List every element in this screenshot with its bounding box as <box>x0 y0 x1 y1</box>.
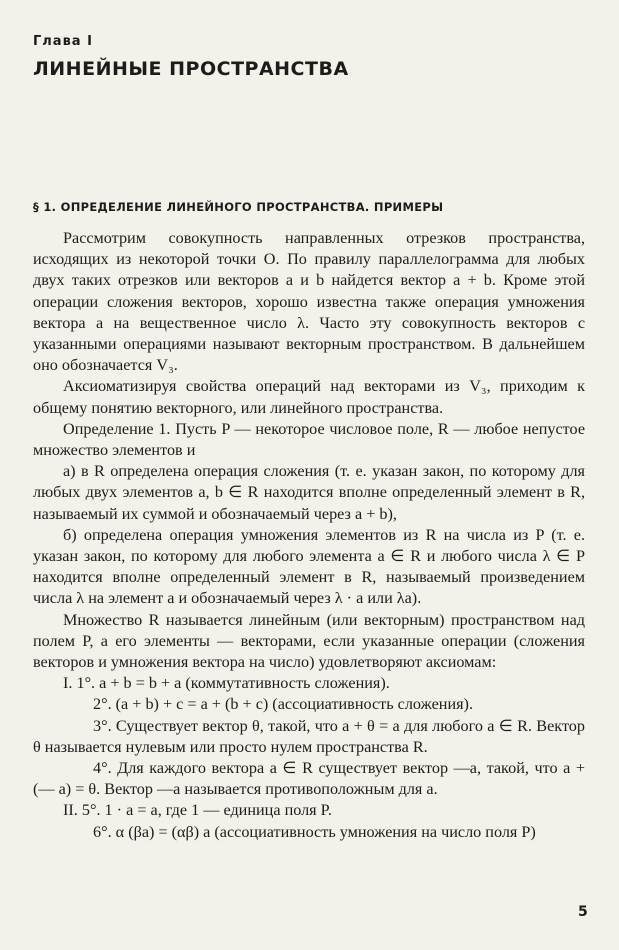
axiom-6: 6°. α (βa) = (αβ) a (ассоциативность умножения на число поля P) <box>93 822 536 841</box>
paragraph-linear-space: Множество R называется линейным (или векторным) пространством над полем P, а его элементы — векторами, если указанные операции (сложения векторов и умножения вектора на число) удовлетворяют аксиомам: <box>33 610 585 672</box>
body-text <box>33 228 585 843</box>
paragraph-axiomatization: Аксиоматизируя свойства операций над векторами из V₃, приходим к общему понятию векторного, или линейного пространства. <box>33 377 585 417</box>
chapter-title: ЛИНЕЙНЫЕ ПРОСТРАНСТВА <box>33 58 349 80</box>
paragraph-intro: Рассмотрим совокупность направленных отрезков пространства, исходящих из некоторой точки O. По правилу параллелограмма для любых двух таких отрезков или векторов a и b найдется вектор a + b. Кроме этой операции сложения векторов, хорошо известна также операция умножения вектора a на вещественное число λ. Часто эту совокупность векторов с указанными операциями называют векторным пространством. В дальнейшем оно обозначается V₃. <box>33 229 585 375</box>
paragraph-addition: а) в R определена операция сложения (т. е. указан закон, по которому для любых двух элементов a, b ∈ R находится вполне определенный элемент в R, называемый их суммой и обозначаемый через a + b), <box>33 462 585 523</box>
axiom-4: 4°. Для каждого вектора a ∈ R существует вектор —a, такой, что a + (— a) = θ. Вектор —a называется противоположным для a. <box>33 759 585 799</box>
axiom-1: I. 1°. a + b = b + a (коммутативность сложения). <box>63 674 390 693</box>
chapter-label: Глава I <box>33 34 93 49</box>
axiom-5: II. 5°. 1 · a = a, где 1 — единица поля P. <box>63 801 332 820</box>
axiom-3: 3°. Существует вектор θ, такой, что a + θ = a для любого a ∈ R. Вектор θ называется нулевым или просто нулем пространства R. <box>33 716 585 756</box>
axiom-2: 2°. (a + b) + c = a + (b + c) (ассоциативность сложения). <box>93 695 473 714</box>
page-number: 5 <box>578 904 588 920</box>
paragraph-definition: Определение 1. Пусть P — некоторое числовое поле, R — любое непустое множество элементов и <box>33 419 585 460</box>
section-title: § 1. ОПРЕДЕЛЕНИЕ ЛИНЕЙНОГО ПРОСТРАНСТВА. ПРИМЕРЫ <box>33 200 444 214</box>
paragraph-multiplication: б) определена операция умножения элементов из R на числа из P (т. е. указан закон, по которому для любого элемента a ∈ R и любого числа λ ∈ P находится вполне определенный элемент в R, называемый произведением числа λ на элемент a и обозначаемый через λ · a или λa). <box>33 525 585 608</box>
